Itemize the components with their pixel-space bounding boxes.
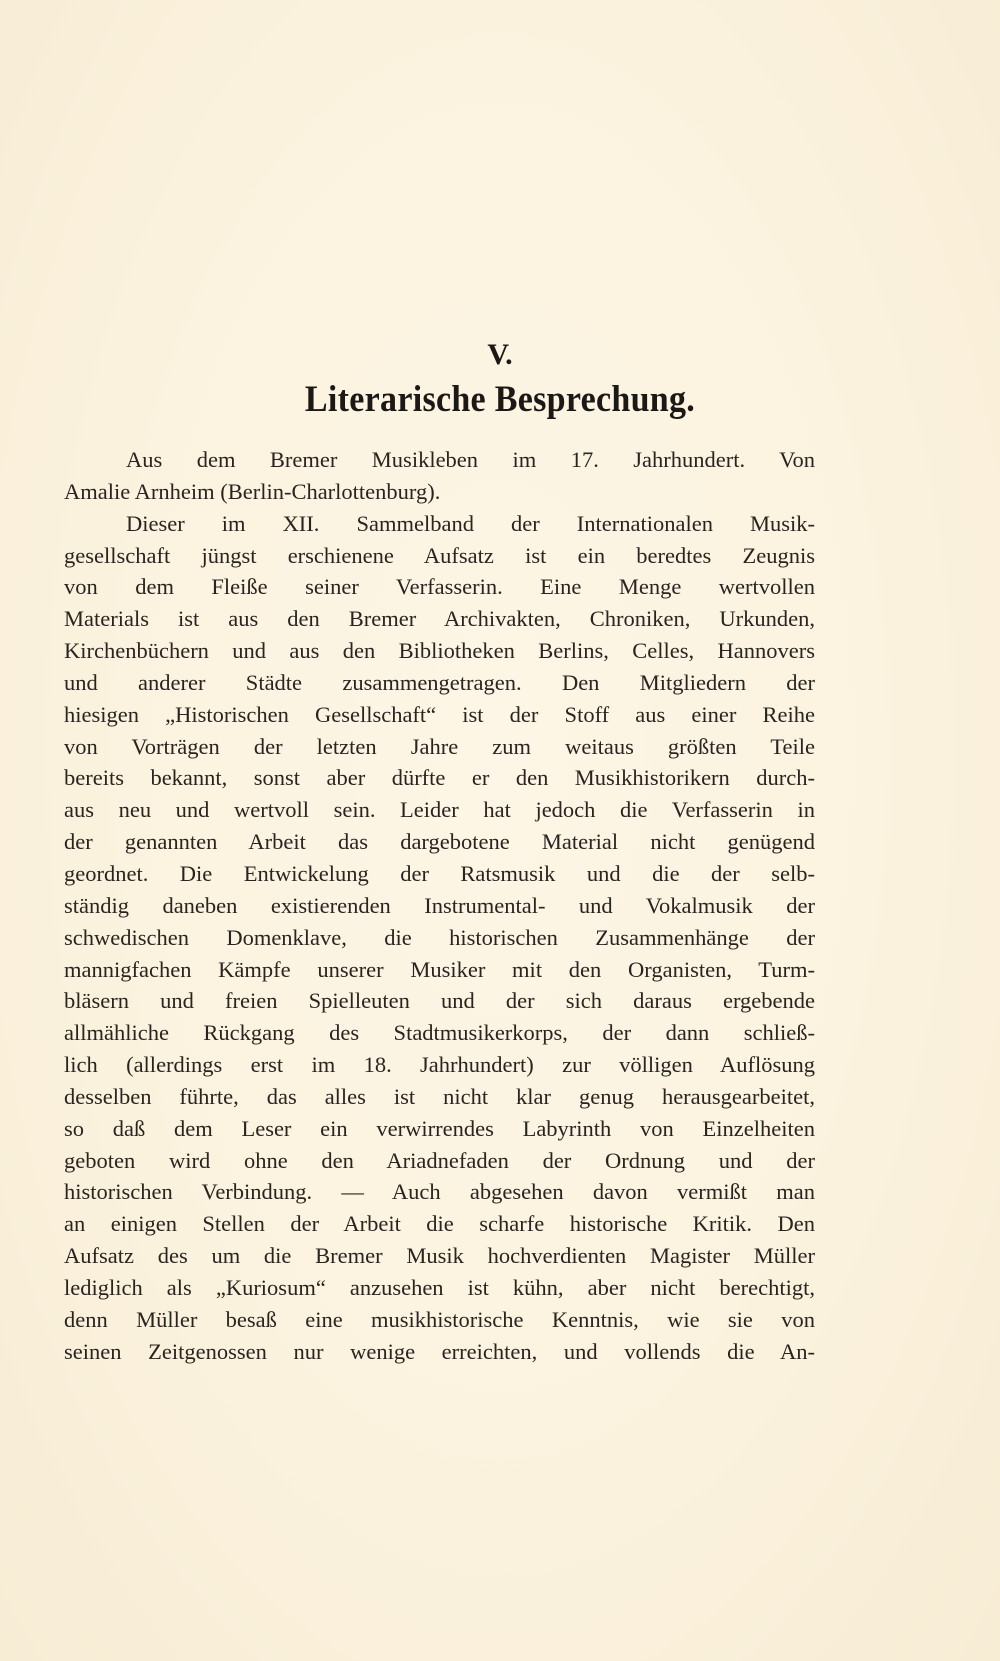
text-line: Kirchenbüchern und aus den Bibliotheken Berlins, Celles, Hannovers (64, 638, 815, 664)
text-line: Dieser im XII. Sammelband der Internationalen Musik- (126, 510, 815, 536)
text-line: Aus dem Bremer Musikleben im 17. Jahrhundert. Von (126, 447, 815, 472)
text-line: an einigen Stellen der Arbeit die scharfe historische Kritik. Den (64, 1211, 815, 1237)
text-line: aus neu und wertvoll sein. Leider hat jedoch die Verfasserin in (64, 797, 815, 823)
text-line: und anderer Städte zusammengetragen. Den Mitgliedern der (64, 669, 815, 695)
text-line: von Vorträgen der letzten Jahre zum weitaus größten Teile (64, 733, 815, 759)
text-line: bläsern und freien Spielleuten und der sich daraus ergebende (64, 988, 815, 1014)
text-line: geboten wird ohne den Ariadnefaden der Ordnung und der (64, 1147, 815, 1173)
text-line: bereits bekannt, sonst aber dürfte er den Musikhistorikern durch- (64, 765, 815, 791)
text-line: ständig daneben existierenden Instrumental- und Vokalmusik der (64, 892, 815, 918)
review-body (64, 444, 815, 1367)
text-line: so daß dem Leser ein verwirrendes Labyrinth von Einzelheiten (64, 1115, 815, 1141)
text-line: Aufsatz des um die Bremer Musik hochverdienten Magister Müller (64, 1243, 815, 1269)
text-line: lich (allerdings erst im 18. Jahrhundert) zur völligen Auflösung (64, 1052, 815, 1078)
text-line: geordnet. Die Entwickelung der Ratsmusik und die der selb- (64, 860, 815, 886)
section-number: V. (487, 338, 513, 371)
text-line: der genannten Arbeit das dargebotene Material nicht genügend (64, 829, 815, 855)
text-line: hiesigen „Historischen Gesellschaft“ ist der Stoff aus einer Reihe (64, 701, 815, 727)
text-line: gesellschaft jüngst erschienene Aufsatz ist ein beredtes Zeugnis (64, 542, 815, 568)
text-line: Materials ist aus den Bremer Archivakten, Chroniken, Urkunden, (64, 606, 815, 632)
text-line: Amalie Arnheim (Berlin-Charlottenburg). (64, 478, 441, 504)
text-line: mannigfachen Kämpfe unserer Musiker mit den Organisten, Turm- (64, 956, 815, 982)
text-line: allmähliche Rückgang des Stadtmusikerkorps, der dann schließ- (64, 1020, 815, 1046)
text-line: desselben führte, das alles ist nicht klar genug herausgearbeitet, (64, 1083, 815, 1109)
section-title: Literarische Besprechung. (304, 379, 696, 420)
text-line: historischen Verbindung. — Auch abgesehen davon vermißt man (64, 1179, 815, 1205)
text-line: lediglich als „Kuriosum“ anzusehen ist kühn, aber nicht berechtigt, (64, 1274, 815, 1300)
text-line: denn Müller besaß eine musikhistorische Kenntnis, wie sie von (64, 1306, 815, 1332)
text-line: seinen Zeitgenossen nur wenige erreichten, und vollends die An- (64, 1338, 815, 1364)
text-line: von dem Fleiße seiner Verfasserin. Eine Menge wertvollen (64, 574, 815, 600)
text-line: schwedischen Domenklave, die historischen Zusammenhänge der (64, 924, 815, 950)
